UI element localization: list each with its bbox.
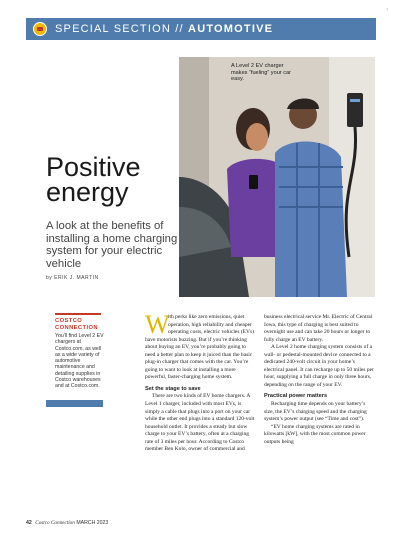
body-column-1 — [145, 310, 255, 454]
subhead-practical-power: Practical power matters — [264, 393, 328, 400]
body-paragraph-2: There are two kinds of EV home chargers. A Level 1 charger, included with most EVs, is simply a cable that plugs into a port on your car while the other end plugs into a standard 120-volt household outlet. It provides a steady but slow charge to your EV’s battery, often at a charging rate of 3 miles per hour. According to Costco member Ben Kolo, owner of commercial and — [145, 393, 255, 453]
headline-line-2: energy — [46, 177, 129, 207]
hero-photo — [179, 57, 375, 297]
corner-mark: 7 — [386, 7, 389, 12]
photo-illustration — [179, 57, 375, 297]
photo-caption: A Level 2 EV charger makes “fueling” your car easy. — [231, 63, 291, 83]
issue-date: MARCH 2023 — [76, 520, 109, 526]
car-badge-icon — [33, 22, 47, 36]
sidebar-bottom-bar — [46, 400, 103, 407]
sidebar-title-line-2: CONNECTION — [55, 324, 98, 331]
byline: by ERIK J. MARTIN — [46, 275, 99, 281]
page-footer — [26, 520, 108, 526]
banner-topic: AUTOMOTIVE — [188, 23, 274, 35]
banner-label — [55, 23, 273, 35]
drop-cap: W — [145, 310, 170, 339]
article-headline — [46, 152, 141, 207]
article-deck: A look at the benefits of installing a home charging system for your electric vehicle — [46, 220, 178, 270]
body-paragraph-5: Recharging time depends on your battery’s size, the EV’s charging speed and the charging system’s power output (see “Time and cost”). — [264, 401, 367, 423]
body-paragraph-3: business electrical service Mr. Electric of Central Iowa, this type of charging is best suited to overnight use and can take 20 hours or longer to fully charge an EV battery. — [264, 314, 373, 343]
sidebar-body: You’ll find Level 2 EV chargers at Costco.com, as well as a wide variety of automotive maintenance and detailing supplies in Costco warehouses and at Costco.com. — [55, 333, 104, 390]
headline-line-1: Positive — [46, 152, 141, 182]
body-paragraph-1: ith perks like zero emissions, quiet operation, high reliability and cheaper operating costs, electric vehicles (EVs) have motorists buzzing. But if you’re thinking about buying an EV, you’re probably going to need a better plan to keep it juiced than the basic plug-in charger that comes with the car. You’re going to want to look at installing a more powerful, faster-charging home system. — [145, 314, 254, 381]
banner-section: SPECIAL SECTION — [55, 23, 172, 35]
body-paragraph-4: A Level 2 home charging system consists of a wall- or pedestal-mounted device connected to a dedicated 240-volt circuit in your home’s electrical panel. It can recharge up to 50 miles per hour, supplying a full charge in only three hours, depending on the range of your EV. — [264, 344, 374, 388]
banner-separator: // — [171, 23, 189, 35]
subhead-set-the-stage: Set the stage to save — [145, 385, 201, 392]
sidebar-title-line-1: COSTCO — [55, 318, 83, 324]
sidebar-title — [55, 318, 98, 331]
body-column-2 — [264, 314, 376, 446]
page-number: 42 — [26, 520, 32, 526]
magazine-name: Costco Connection — [35, 520, 75, 526]
sidebar-top-rule — [55, 313, 101, 315]
section-banner — [26, 18, 376, 40]
body-paragraph-6: “EV home charging systems are rated in kilowatts [kW], with the most common power outputs being — [264, 423, 366, 445]
